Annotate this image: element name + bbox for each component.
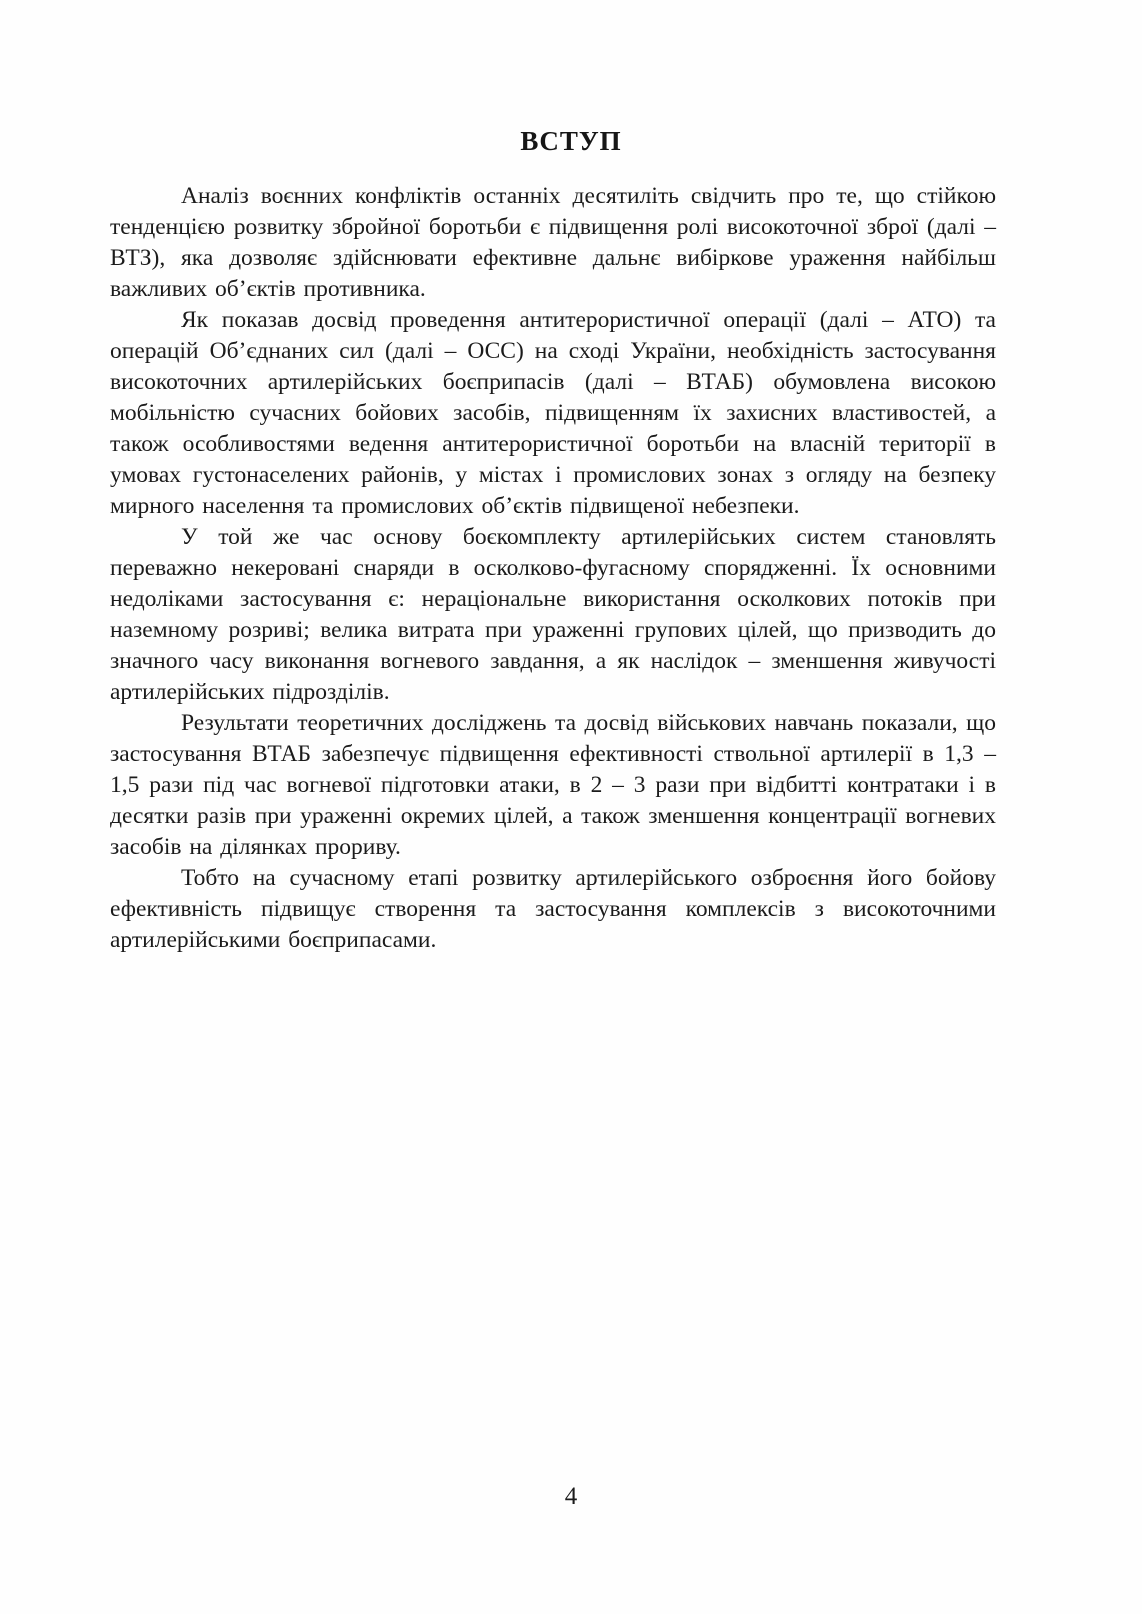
- paragraph-5: Тобто на сучасному етапі розвитку артилерійського озброєння його бойову ефективність підвищує створення та застосування комплексів з високоточними артилерійськими боєприпасами.: [110, 865, 996, 953]
- body-text: [110, 181, 996, 956]
- paragraph-1: Аналіз воєнних конфліктів останніх десятиліть свідчить про те, що стійкою тенденцією розвитку збройної боротьби є підвищення ролі високоточної зброї (далі – ВТЗ), яка дозволяє здійснювати ефективне дальнє вибіркове ураження найбільш важливих об’єктів противника.: [110, 183, 996, 302]
- page-number: 4: [564, 1483, 578, 1510]
- paragraph-3: У той же час основу боєкомплекту артилерійських систем становлять переважно некеровані снаряди в осколково-фугасному спорядженні. Їх основними недоліками застосування є: нераціональне використання осколкових потоків при наземному розриві; велика витрата при ураженні групових цілей, що призводить до значного часу виконання вогневого завдання, а як наслідок – зменшення живучості артилерійських підрозділів.: [110, 524, 996, 705]
- page-title: ВСТУП: [520, 126, 622, 156]
- paragraph-2: Як показав досвід проведення антитерористичної операції (далі – АТО) та операцій Об’єднаних сил (далі – ОСС) на сході України, необхідність застосування високоточних артилерійських боєприпасів (далі – ВТАБ) обумовлена високою мобільністю сучасних бойових засобів, підвищенням їх захисних властивостей, а також особливостями ведення антитерористичної боротьби на власній території в умовах густонаселених районів, у містах і промислових зонах з огляду на безпеку мирного населення та промислових об’єктів підвищеної небезпеки.: [110, 307, 996, 519]
- paragraph-4: Результати теоретичних досліджень та досвід військових навчань показали, що застосування ВТАБ забезпечує підвищення ефективності ствольної артилерії в 1,3 – 1,5 рази під час вогневої підготовки атаки, в 2 – 3 рази при відбитті контратаки і в десятки разів при ураженні окремих цілей, а також зменшення концентрації вогневих засобів на ділянках прориву.: [110, 710, 996, 860]
